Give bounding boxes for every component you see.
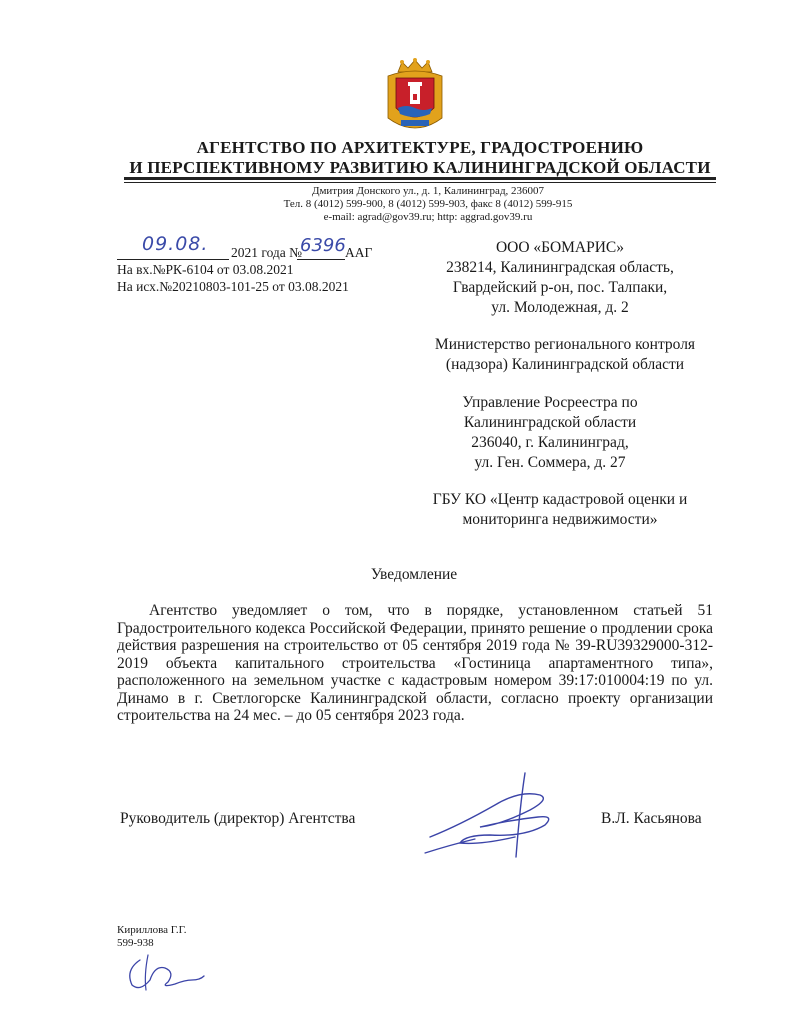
recipient-line: 238214, Калининградская область,: [446, 259, 674, 276]
handwritten-signature: [420, 765, 570, 860]
ref-outgoing: На исх.№20210803-101-25 от 03.08.2021: [117, 279, 349, 294]
signatory-name: В.Л. Касьянова: [601, 810, 702, 827]
recipient-line: ул. Молодежная, д. 2: [491, 299, 629, 316]
recipient-line: ул. Ген. Соммера, д. 27: [474, 454, 626, 471]
notice-body: Агентство уведомляет о том, что в порядке, установленном статьей 51 Градостроительного кодекса Российской Федерации, принято решение о продлении срока действия разрешения на строительство от 05 сентября 2019 года № 39-RU39329000-312-2019 объекта капитального строительства «Гостиница апартаментного типа», расположенного на земельном участке с кадастровым номером 39:17:010004:19 по ул. Динамо в г. Светлогорске Калининградской области, согласно проекту организации строительства на 24 мес. – до 05 сентября 2023 года.: [117, 602, 713, 724]
recipient-line: Гвардейский р-он, пос. Талпаки,: [452, 279, 668, 296]
notice-title: Уведомление: [370, 566, 458, 583]
ref-date-underline: [117, 259, 229, 260]
recipient-rosreestr: [420, 393, 680, 473]
org-address: Дмитрия Донского ул., д. 1, Калининград, 236007: [311, 185, 545, 197]
recipient-bomaris: [420, 238, 700, 318]
ref-date-handwritten: 09.08.: [142, 233, 209, 255]
recipient-ministry: [420, 335, 710, 375]
recipient-line: 236040, г. Калининград,: [471, 434, 629, 451]
signatory-position: Руководитель (директор) Агентства: [120, 810, 356, 827]
ref-number-handwritten: 6396: [300, 235, 346, 256]
kaliningrad-coat-of-arms-icon: [384, 58, 446, 134]
executor-signature: [120, 950, 210, 995]
org-name-line1: АГЕНТСТВО ПО АРХИТЕКТУРЕ, ГРАДОСТРОЕНИЮ: [196, 138, 644, 157]
org-email-web: e-mail: agrad@gov39.ru; http: aggrad.gov39.ru: [323, 211, 533, 223]
recipient-gbu-ko: [410, 490, 710, 530]
executor-name: Кириллова Г.Г.: [117, 924, 187, 936]
recipient-line: Министерство регионального контроля: [434, 336, 696, 353]
header-divider-thin: [124, 182, 716, 183]
ref-year-label: 2021 года №: [231, 245, 303, 260]
ref-incoming: На вх.№РК-6104 от 03.08.2021: [117, 262, 294, 277]
ref-number-underline: [297, 259, 345, 260]
recipient-line: (надзора) Калининградской области: [445, 356, 685, 373]
executor-phone: 599-938: [117, 937, 154, 949]
org-phones: Тел. 8 (4012) 599-900, 8 (4012) 599-903, факс 8 (4012) 599-915: [283, 198, 573, 210]
header-divider-thick: [124, 177, 716, 180]
recipient-line: Управление Росреестра по: [462, 394, 638, 411]
recipient-line: мониторинга недвижимости»: [462, 511, 658, 528]
ref-number-suffix: ААГ: [345, 245, 373, 260]
org-name-line2: И ПЕРСПЕКТИВНОМУ РАЗВИТИЮ КАЛИНИНГРАДСКОЙ ОБЛАСТИ: [129, 158, 711, 177]
recipient-line: Калининградской области: [463, 414, 637, 431]
recipient-line: ГБУ КО «Центр кадастровой оценки и: [432, 491, 688, 508]
recipient-line: ООО «БОМАРИС»: [495, 239, 625, 256]
